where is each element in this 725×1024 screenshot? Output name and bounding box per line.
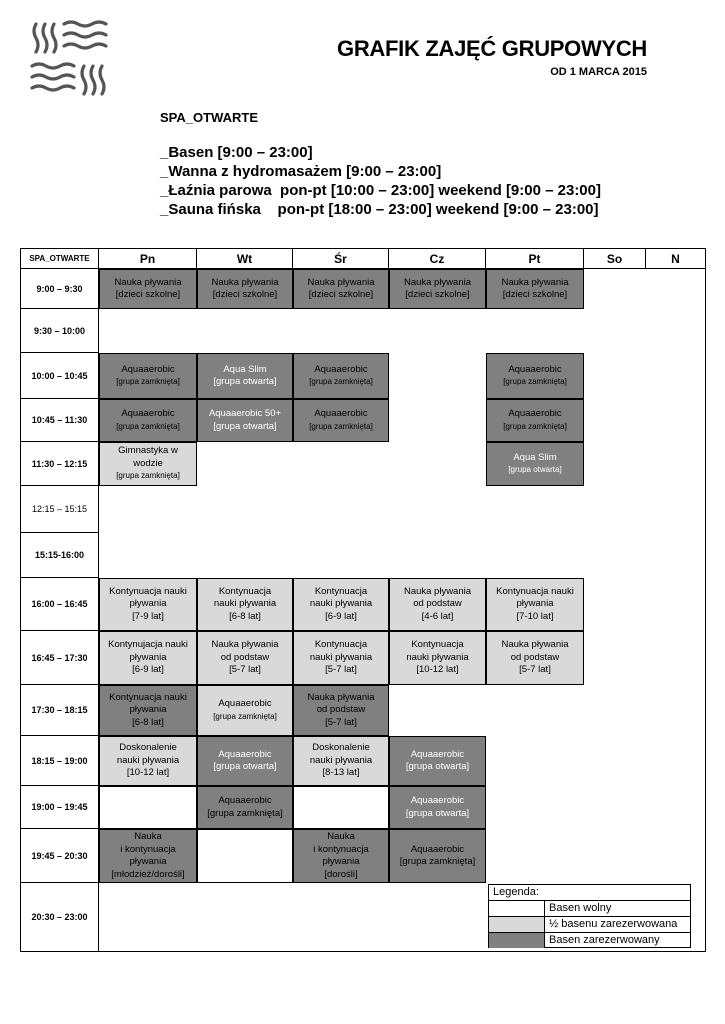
class-cell: Kontynuacja nauki pływania [6-8 lat] [99, 685, 197, 736]
class-cell: Doskonalenie nauki pływania [8-13 lat] [293, 736, 389, 786]
facility-line: _Sauna fińska pon-pt [18:00 – 23:00] weekend [9:00 – 23:00] [160, 201, 599, 218]
legend-item [489, 916, 690, 932]
class-cell: Kontynuacja nauki pływania [7-10 lat] [486, 578, 584, 631]
legend-label: Basen wolny [549, 902, 612, 914]
time-label: 19:00 – 19:45 [21, 786, 99, 829]
legend-swatch [489, 933, 545, 948]
class-cell: Nauka pływania [dzieci szkolne] [197, 269, 293, 309]
class-cell: Nauka pływania od podstaw [4-6 lat] [389, 578, 486, 631]
day-header-so: So [584, 249, 646, 269]
class-cell: Kontynuacja nauki pływania [6-9 lat] [293, 578, 389, 631]
class-cell: Aquaaerobic [grupa zamknięta] [293, 353, 389, 399]
legend-item [489, 900, 690, 916]
class-cell: Kontynuacja nauki pływania [5-7 lat] [293, 631, 389, 685]
class-cell: Aquaaerobic [grupa zamknięta] [197, 685, 293, 736]
legend-item [489, 932, 690, 948]
time-label: 19:45 – 20:30 [21, 829, 99, 883]
class-cell: Aquaaerobic [grupa zamknięta] [99, 353, 197, 399]
class-cell: Aquaaerobic [grupa zamknięta] [486, 353, 584, 399]
time-label: 17:30 – 18:15 [21, 685, 99, 736]
class-cell: Aquaaerobic [grupa zamknięta] [197, 786, 293, 829]
legend [488, 884, 691, 948]
class-cell: Aquaaerobic [grupa zamknięta] [293, 399, 389, 442]
day-header-pn: Pn [99, 249, 197, 269]
class-cell: Aquaaerobic [grupa otwarta] [197, 736, 293, 786]
time-label: 10:00 – 10:45 [21, 353, 99, 399]
day-header-n: N [646, 249, 705, 269]
class-cell: Kontynujacja nauki pływania [6-9 lat] [99, 631, 197, 685]
table-corner-label: SPA_OTWARTE [21, 249, 99, 269]
day-header-sr: Śr [293, 249, 389, 269]
class-cell: Kontynuacja nauki pływania [7-9 lat] [99, 578, 197, 631]
class-cell: Kontynuacja nauki pływania [10-12 lat] [389, 631, 486, 685]
class-cell: Kontynuacja nauki pływania [6-8 lat] [197, 578, 293, 631]
class-cell: Nauka pływania od podstaw [5-7 lat] [293, 685, 389, 736]
class-cell: Nauka pływania [dzieci szkolne] [486, 269, 584, 309]
class-cell: Nauka pływania od podstaw [5-7 lat] [197, 631, 293, 685]
time-label: 20:30 – 23:00 [21, 883, 99, 951]
legend-label: Basen zarezerwowany [549, 934, 660, 946]
empty-cell [99, 786, 197, 829]
legend-title: Legenda: [493, 886, 539, 898]
class-cell: Aquaaerobic [grupa zamknięta] [389, 829, 486, 883]
class-cell: Aquaaerobic 50+ [grupa otwarta] [197, 399, 293, 442]
class-cell: Nauka i kontynuacja pływania [dorośli] [293, 829, 389, 883]
day-header-wt: Wt [197, 249, 293, 269]
class-cell: Nauka pływania [dzieci szkolne] [99, 269, 197, 309]
time-label: 16:00 – 16:45 [21, 578, 99, 631]
class-cell: Aqua Slim [grupa otwarta] [197, 353, 293, 399]
time-label: 10:45 – 11:30 [21, 399, 99, 442]
time-label: 9:30 – 10:00 [21, 309, 99, 353]
time-label: 15:15-16:00 [21, 533, 99, 578]
class-cell: Doskonalenie nauki pływania [10-12 lat] [99, 736, 197, 786]
day-header-pt: Pt [486, 249, 584, 269]
class-cell: Aquaaerobic [grupa zamknięta] [99, 399, 197, 442]
legend-swatch [489, 917, 545, 932]
empty-cell [197, 829, 293, 883]
time-label: 18:15 – 19:00 [21, 736, 99, 786]
facility-line: _Basen [9:00 – 23:00] [160, 144, 313, 161]
class-cell: Gimnastyka w wodzie [grupa zamknięta] [99, 442, 197, 486]
legend-swatch [489, 901, 545, 916]
time-label: 9:00 – 9:30 [21, 269, 99, 309]
class-cell: Aquaaerobic [grupa otwarta] [389, 736, 486, 786]
legend-label: ½ basenu zarezerwowana [549, 918, 678, 930]
page-title: GRAFIK ZAJĘĆ GRUPOWYCH [337, 36, 647, 61]
class-cell: Aquaaerobic [grupa zamknięta] [486, 399, 584, 442]
class-cell: Nauka pływania [dzieci szkolne] [389, 269, 486, 309]
time-label: 11:30 – 12:15 [21, 442, 99, 486]
class-cell: Aqua Slim [grupa otwarta] [486, 442, 584, 486]
class-cell: Nauka i kontynuacja pływania [młodzież/dorośli] [99, 829, 197, 883]
wave-logo-icon [28, 18, 112, 102]
facility-line: _Łaźnia parowa pon-pt [10:00 – 23:00] weekend [9:00 – 23:00] [160, 182, 601, 199]
empty-cell [293, 786, 389, 829]
page-subtitle: OD 1 MARCA 2015 [550, 66, 647, 78]
class-cell: Nauka pływania od podstaw [5-7 lat] [486, 631, 584, 685]
class-cell: Aquaaerobic [grupa otwarta] [389, 786, 486, 829]
facility-line: _Wanna z hydromasażem [9:00 – 23:00] [160, 163, 442, 180]
time-label: 16:45 – 17:30 [21, 631, 99, 685]
section-name: SPA_OTWARTE [160, 110, 258, 125]
schedule-table [20, 248, 706, 952]
time-label: 12:15 – 15:15 [21, 486, 99, 533]
day-header-cz: Cz [389, 249, 486, 269]
facility-hours [160, 143, 601, 219]
class-cell: Nauka pływania [dzieci szkolne] [293, 269, 389, 309]
